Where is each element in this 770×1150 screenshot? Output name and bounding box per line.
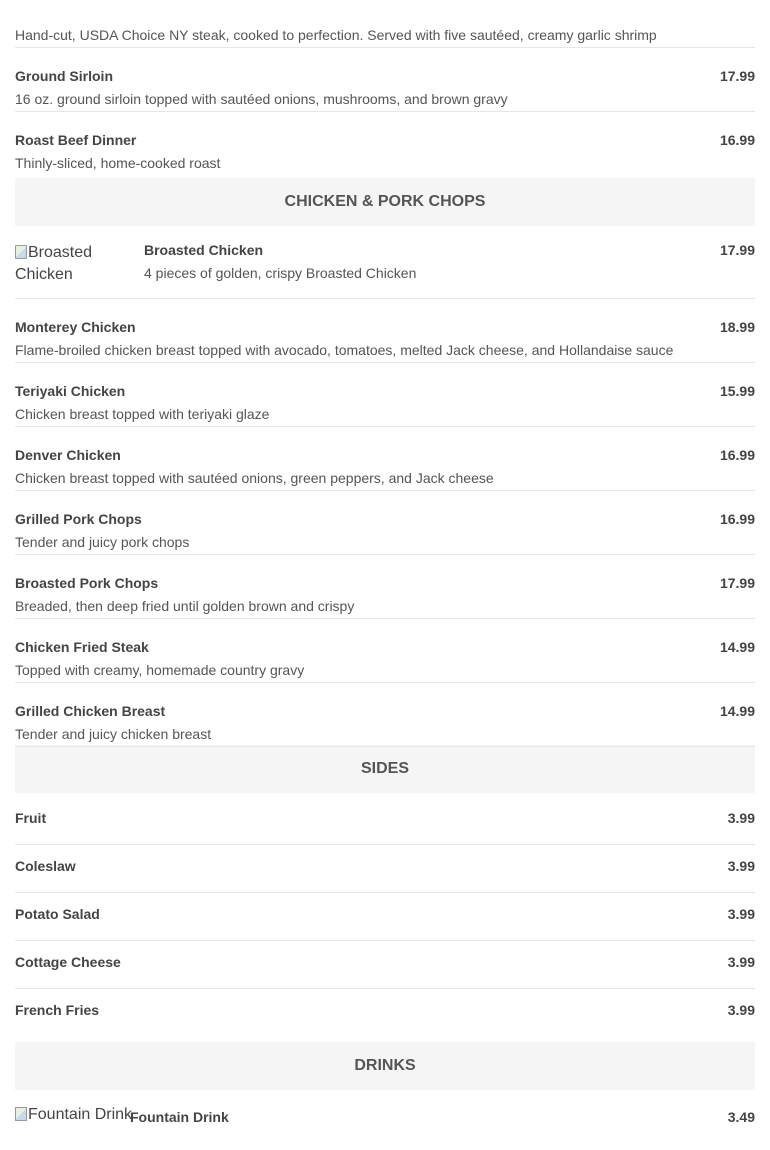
menu-item[interactable] bbox=[15, 0, 755, 48]
menu-item[interactable] bbox=[15, 491, 755, 555]
menu-item[interactable] bbox=[15, 845, 755, 893]
item-description: Tender and juicy pork chops bbox=[15, 534, 190, 550]
menu-item-featured[interactable] bbox=[15, 242, 755, 299]
item-name: Chicken Fried Steak bbox=[15, 639, 149, 655]
section-spacer bbox=[15, 226, 755, 242]
item-description: Tender and juicy chicken breast bbox=[15, 726, 212, 742]
menu-item[interactable] bbox=[15, 555, 755, 619]
menu-item[interactable] bbox=[15, 363, 755, 427]
item-price: 3.99 bbox=[727, 954, 755, 970]
item-price: 3.99 bbox=[727, 906, 755, 922]
item-description: Chicken breast topped with teriyaki glaze bbox=[15, 406, 270, 422]
item-price: 14.99 bbox=[719, 639, 755, 655]
item-name: Fountain Drink bbox=[130, 1109, 229, 1125]
item-name: Grilled Chicken Breast bbox=[15, 703, 166, 719]
item-name: Denver Chicken bbox=[15, 447, 121, 463]
item-image-broken bbox=[15, 1106, 132, 1124]
item-name: Teriyaki Chicken bbox=[15, 383, 126, 399]
menu-item[interactable] bbox=[15, 793, 755, 845]
item-name: Cottage Cheese bbox=[15, 954, 121, 970]
menu-item[interactable] bbox=[15, 299, 755, 363]
item-description: Hand-cut, USDA Choice NY steak, cooked to perfection. Served with five sautéed, creamy garlic shrimp bbox=[15, 27, 657, 43]
menu-item[interactable] bbox=[15, 48, 755, 112]
item-name: Coleslaw bbox=[15, 858, 76, 874]
item-price: 16.99 bbox=[719, 511, 755, 527]
item-price: 3.99 bbox=[727, 1002, 755, 1018]
item-price: 3.49 bbox=[727, 1109, 755, 1125]
item-price: 14.99 bbox=[719, 703, 755, 719]
menu-item[interactable] bbox=[15, 683, 755, 747]
section-header-sides: SIDES bbox=[15, 745, 755, 793]
item-name: Broasted Chicken bbox=[144, 242, 264, 258]
section-header-drinks: DRINKS bbox=[15, 1042, 755, 1090]
item-name: French Fries bbox=[15, 1002, 100, 1018]
item-name: Grilled Pork Chops bbox=[15, 511, 142, 527]
item-name: Monterey Chicken bbox=[15, 319, 136, 335]
item-description: Chicken breast topped with sautéed onions, green peppers, and Jack cheese bbox=[15, 470, 494, 486]
image-alt-text: Fountain Drink bbox=[28, 1106, 133, 1123]
item-price: 17.99 bbox=[719, 68, 755, 84]
menu-item[interactable] bbox=[15, 989, 755, 1040]
menu-item[interactable] bbox=[15, 619, 755, 683]
menu-item[interactable] bbox=[15, 427, 755, 491]
item-image-broken bbox=[15, 242, 125, 292]
menu-item[interactable] bbox=[15, 112, 755, 176]
item-price: 16.99 bbox=[719, 132, 755, 148]
item-name: Fruit bbox=[15, 810, 47, 826]
section-header-chicken-pork: CHICKEN & PORK CHOPS bbox=[15, 178, 755, 226]
item-description: 4 pieces of golden, crispy Broasted Chicken bbox=[144, 265, 417, 281]
menu-item[interactable] bbox=[15, 941, 755, 989]
item-name: Ground Sirloin bbox=[15, 68, 113, 84]
item-price: 18.99 bbox=[719, 319, 755, 335]
item-price: 3.99 bbox=[727, 858, 755, 874]
item-price: 16.99 bbox=[719, 447, 755, 463]
item-name: Broasted Pork Chops bbox=[15, 575, 159, 591]
item-name: Potato Salad bbox=[15, 906, 100, 922]
item-description: Thinly-sliced, home-cooked roast bbox=[15, 155, 221, 171]
image-alt-text: Broasted Chicken bbox=[15, 244, 93, 283]
item-description: Flame-broiled chicken breast topped with avocado, tomatoes, melted Jack cheese, and Hollandaise sauce bbox=[15, 342, 674, 358]
item-description: 16 oz. ground sirloin topped with sautéed onions, mushrooms, and brown gravy bbox=[15, 91, 508, 107]
item-description: Topped with creamy, homemade country gravy bbox=[15, 662, 305, 678]
item-price: 15.99 bbox=[719, 383, 755, 399]
broken-image-icon bbox=[15, 245, 27, 259]
item-price: 17.99 bbox=[719, 575, 755, 591]
broken-image-icon bbox=[15, 1107, 27, 1121]
menu-item-featured[interactable] bbox=[15, 1090, 755, 1150]
menu-page bbox=[15, 0, 755, 1150]
item-price: 3.99 bbox=[727, 810, 755, 826]
menu-item[interactable] bbox=[15, 893, 755, 941]
item-description: Breaded, then deep fried until golden brown and crispy bbox=[15, 598, 355, 614]
item-name: Roast Beef Dinner bbox=[15, 132, 137, 148]
item-price: 17.99 bbox=[719, 242, 755, 258]
